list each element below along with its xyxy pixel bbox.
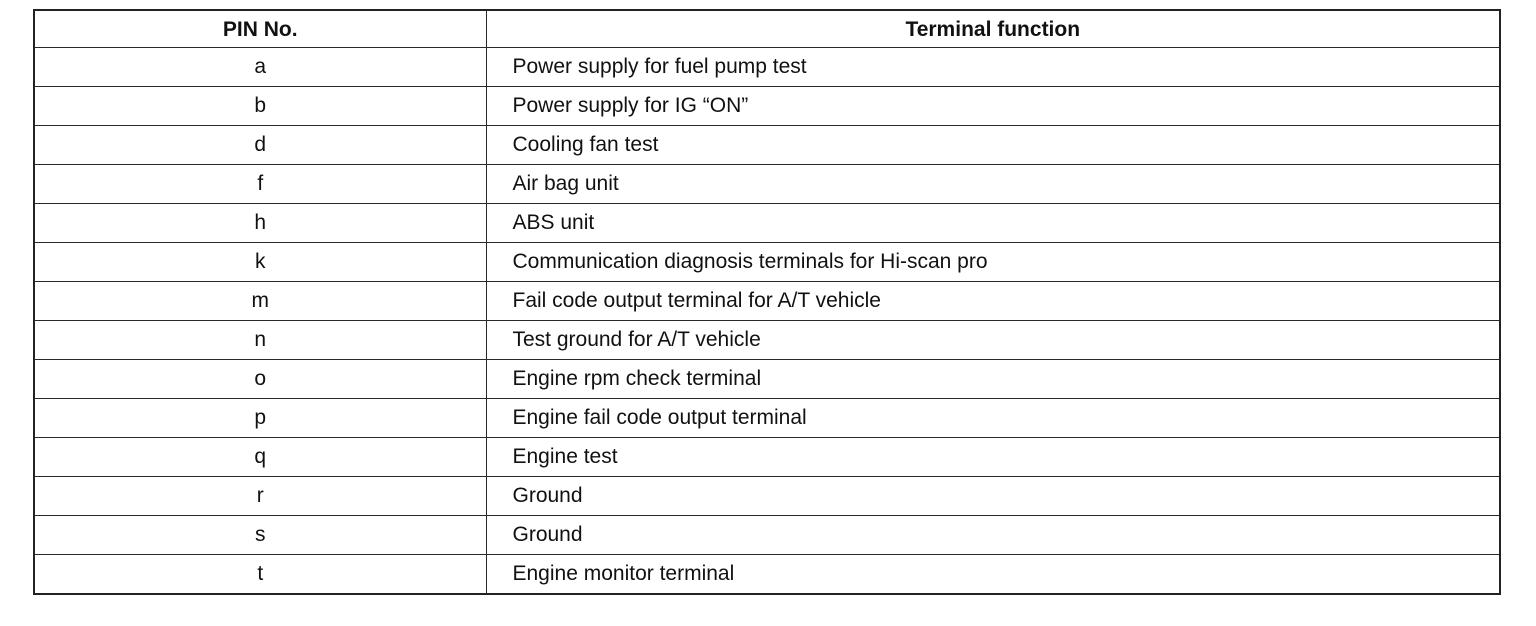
pin-cell: k: [34, 242, 486, 281]
table-row: [34, 320, 1500, 359]
table-row: [34, 359, 1500, 398]
pin-column-header: PIN No.: [34, 10, 486, 48]
function-cell: Engine test: [486, 437, 1500, 476]
function-column-header: Terminal function: [486, 10, 1500, 48]
function-cell: Ground: [486, 515, 1500, 554]
table-row: [34, 398, 1500, 437]
table-header: [34, 10, 1500, 48]
function-cell: Engine rpm check terminal: [486, 359, 1500, 398]
pin-cell: r: [34, 476, 486, 515]
pin-cell: p: [34, 398, 486, 437]
function-cell: Test ground for A/T vehicle: [486, 320, 1500, 359]
pin-cell: n: [34, 320, 486, 359]
function-cell: Power supply for IG “ON”: [486, 86, 1500, 125]
table-row: [34, 554, 1500, 594]
table-row: [34, 281, 1500, 320]
table-row: [34, 476, 1500, 515]
function-cell: Engine fail code output terminal: [486, 398, 1500, 437]
table-row: [34, 437, 1500, 476]
pin-cell: b: [34, 86, 486, 125]
pin-cell: s: [34, 515, 486, 554]
pin-cell: q: [34, 437, 486, 476]
function-cell: Communication diagnosis terminals for Hi-scan pro: [486, 242, 1500, 281]
pin-cell: m: [34, 281, 486, 320]
pin-cell: h: [34, 203, 486, 242]
pin-cell: a: [34, 48, 486, 87]
pin-cell: t: [34, 554, 486, 594]
function-cell: Engine monitor terminal: [486, 554, 1500, 594]
table-row: [34, 203, 1500, 242]
function-cell: Fail code output terminal for A/T vehicle: [486, 281, 1500, 320]
table-row: [34, 86, 1500, 125]
function-cell: Ground: [486, 476, 1500, 515]
table-row: [34, 242, 1500, 281]
table-row: [34, 48, 1500, 87]
pin-cell: d: [34, 125, 486, 164]
table-row: [34, 515, 1500, 554]
header-row: [34, 10, 1500, 48]
function-cell: Air bag unit: [486, 164, 1500, 203]
table-row: [34, 164, 1500, 203]
function-cell: ABS unit: [486, 203, 1500, 242]
table-body: [34, 48, 1500, 595]
pin-function-table: [33, 9, 1501, 595]
pin-cell: o: [34, 359, 486, 398]
function-cell: Cooling fan test: [486, 125, 1500, 164]
function-cell: Power supply for fuel pump test: [486, 48, 1500, 87]
table-row: [34, 125, 1500, 164]
pin-cell: f: [34, 164, 486, 203]
